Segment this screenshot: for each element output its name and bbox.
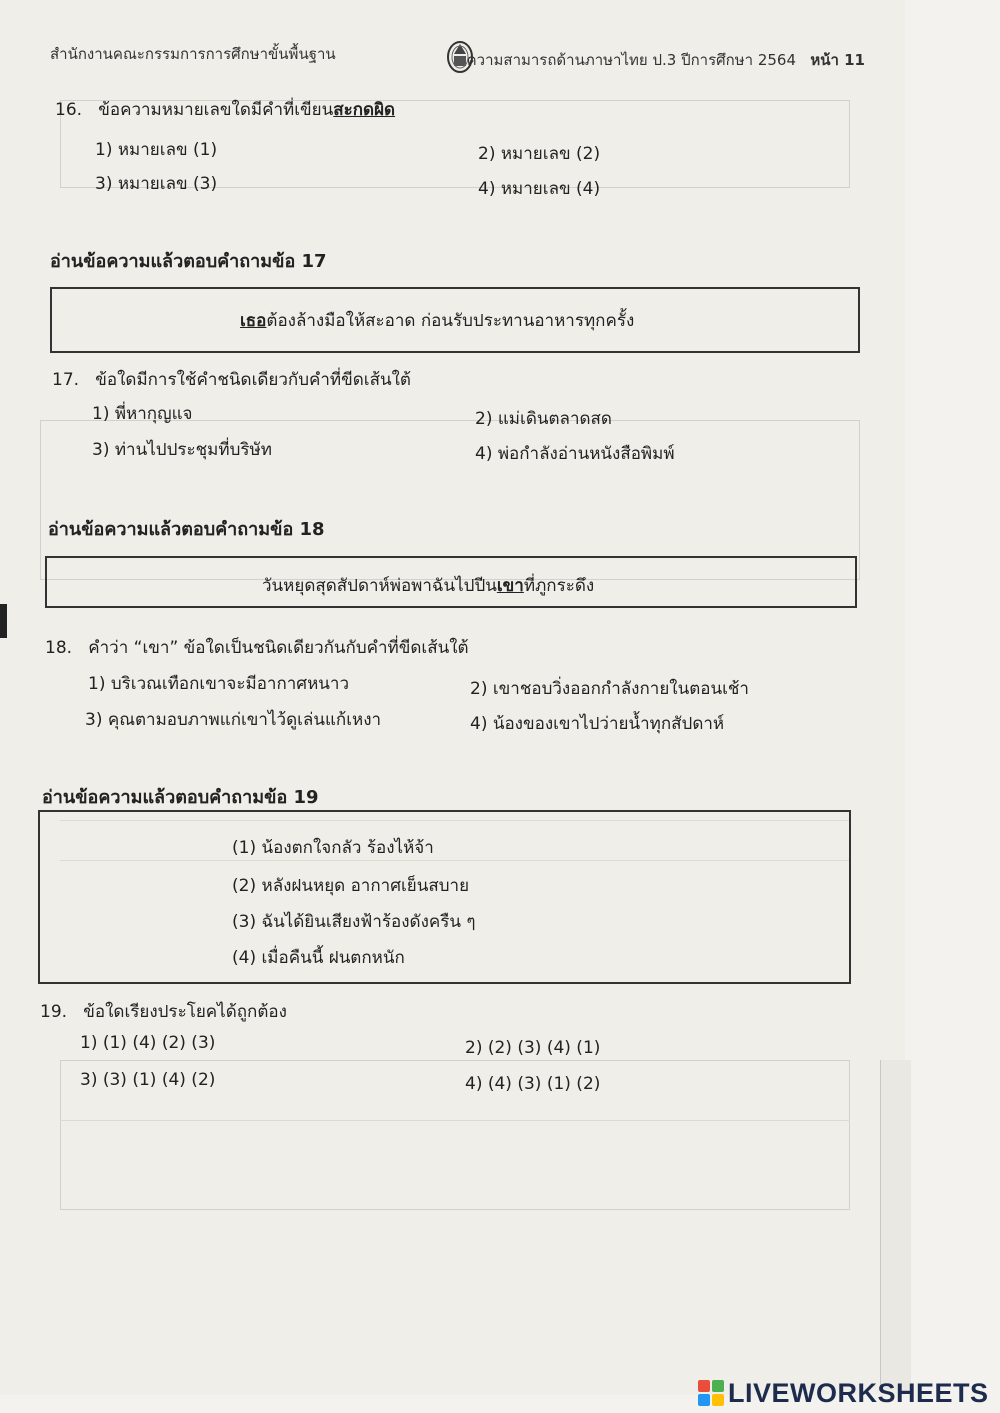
question-text: ข้อใดเรียงประโยคได้ถูกต้อง [83,1002,287,1022]
sentence-3: (3) ฉันได้ยินเสียงฟ้าร้องดังครืน ๆ [232,912,476,932]
q19-option-2[interactable]: 2) (2) (3) (4) (1) [465,1038,601,1058]
passage-box-17 [50,287,860,353]
q19-option-1[interactable]: 1) (1) (4) (2) (3) [80,1033,216,1053]
q19-option-4[interactable]: 4) (4) (3) (1) (2) [465,1074,601,1094]
question-16-prompt [55,96,395,123]
question-number: 19. [40,1002,68,1022]
passage-text: ต้องล้างมือให้สะอาด ก่อนรับประทานอาหารทุกครั้ง [266,311,635,331]
bleed-through-line [60,1120,850,1121]
q16-option-1[interactable]: 1) หมายเลข (1) [95,140,218,160]
question-text: ข้อความหมายเลขใดมีคำที่เขียน [98,100,334,120]
passage-box-19 [38,810,851,984]
q17-option-3[interactable]: 3) ท่านไปประชุมที่บริษัท [92,440,272,460]
passage-text: วันหยุดสุดสัปดาห์พ่อพาฉันไปปีน [262,576,497,596]
sentence-4: (4) เมื่อคืนนี้ ฝนตกหนัก [232,948,405,968]
section-heading-17: อ่านข้อความแล้วตอบคำถามข้อ 17 [50,251,327,272]
sentence-2: (2) หลังฝนหยุด อากาศเย็นสบาย [232,876,470,896]
passage-18 [262,572,594,599]
liveworksheets-icon [698,1380,724,1406]
section-heading-19: อ่านข้อความแล้วตอบคำถามข้อ 19 [42,787,319,808]
q18-option-4[interactable]: 4) น้องของเขาไปว่ายน้ำทุกสัปดาห์ [470,714,725,734]
page-header [50,38,865,74]
emphasis-text: สะกดผิด [333,100,396,120]
question-17-prompt [52,366,411,393]
q18-option-1[interactable]: 1) บริเวณเทือกเขาจะมีอากาศหนาว [88,674,350,694]
liveworksheets-logo[interactable] [698,1378,989,1408]
sentence-1: (1) น้องตกใจกลัว ร้องไห้จ้า [232,838,434,858]
question-18-prompt [45,634,469,661]
question-text: คำว่า “เขา” ข้อใดเป็นชนิดเดียวกันกับคำที่ขีดเส้นใต้ [88,638,469,658]
question-number: 16. [55,100,83,120]
q16-option-3[interactable]: 3) หมายเลข (3) [95,174,218,194]
q17-option-2[interactable]: 2) แม่เดินตลาดสด [475,409,612,429]
header-test-title: ความสามารถด้านภาษาไทย ป.3 ปีการศึกษา 2564 [466,51,797,69]
underlined-word: เขา [496,576,524,596]
brand-text: LIVEWORKSHEETS [728,1377,989,1408]
q16-option-2[interactable]: 2) หมายเลข (2) [478,144,601,164]
paper-edge [880,1060,911,1390]
underlined-word: เธอ [240,311,267,331]
header-org: สำนักงานคณะกรรมการการศึกษาขั้นพื้นฐาน [50,45,336,63]
q18-option-2[interactable]: 2) เขาชอบวิ่งออกกำลังกายในตอนเช้า [470,679,749,699]
header-right [467,48,865,72]
q17-option-1[interactable]: 1) พี่หากุญแจ [92,404,193,424]
question-text: ข้อใดมีการใช้คำชนิดเดียวกับคำที่ขีดเส้นใต้ [95,370,411,390]
passage-box-18 [45,556,857,608]
page-number: หน้า 11 [810,51,865,69]
q16-option-4[interactable]: 4) หมายเลข (4) [478,179,601,199]
q19-option-3[interactable]: 3) (3) (1) (4) (2) [80,1070,216,1090]
section-heading-18: อ่านข้อความแล้วตอบคำถามข้อ 18 [48,519,325,540]
question-number: 18. [45,638,73,658]
q18-option-3[interactable]: 3) คุณตามอบภาพแก่เขาไว้ดูเล่นแก้เหงา [85,710,382,730]
passage-text: ที่ภูกระดึง [523,576,595,596]
passage-17 [240,307,634,334]
question-number: 17. [52,370,80,390]
q17-option-4[interactable]: 4) พ่อกำลังอ่านหนังสือพิมพ์ [475,444,675,464]
question-19-prompt [40,998,287,1025]
scan-mark [0,604,7,638]
